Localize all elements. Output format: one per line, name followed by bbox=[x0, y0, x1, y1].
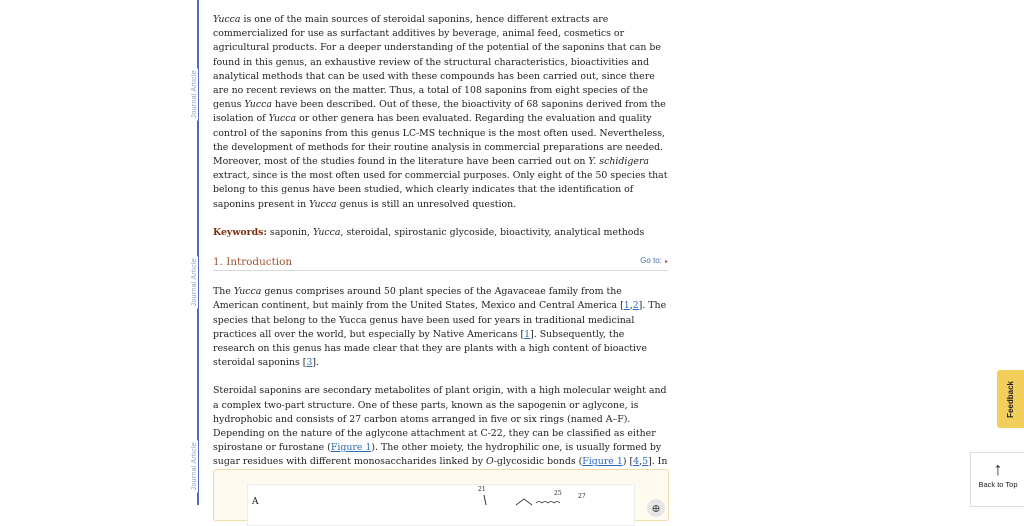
rail-label-journal-article: Journal Article bbox=[191, 70, 198, 119]
section-title: 1. Introduction bbox=[213, 256, 293, 269]
feedback-label: Feedback bbox=[1006, 380, 1015, 418]
figure-1-image[interactable] bbox=[247, 484, 661, 526]
italic-text: Y. schidigera bbox=[588, 156, 650, 168]
back-to-top-label: Back to Top bbox=[978, 480, 1018, 489]
back-to-top-button[interactable] bbox=[970, 452, 1024, 507]
keywords-line bbox=[213, 226, 668, 240]
figure-panel-letter: A bbox=[252, 497, 259, 507]
figure-1-container bbox=[213, 469, 669, 521]
zoom-icon[interactable]: ⊕ bbox=[647, 499, 665, 517]
section-header-introduction bbox=[213, 254, 668, 271]
italic-text: Yucca bbox=[244, 99, 272, 111]
italic-text: Yucca bbox=[213, 14, 241, 25]
italic-text: Yucca bbox=[233, 286, 262, 298]
goto-arrow-icon: ▸ bbox=[664, 259, 668, 266]
figure-atom-label: 25 bbox=[554, 490, 562, 497]
keywords-label: Keywords: bbox=[213, 226, 267, 238]
citation-link[interactable]: 2 bbox=[632, 300, 639, 312]
figure-atom-label: 27 bbox=[578, 493, 586, 500]
citation-link[interactable]: 3 bbox=[306, 357, 313, 369]
rail-label-journal-article: Journal Article bbox=[191, 258, 198, 307]
italic-text: Yucca bbox=[312, 226, 341, 238]
arrow-up-icon: ↑ bbox=[993, 459, 1003, 479]
italic-text: Yucca bbox=[309, 198, 337, 210]
figure-atom-label: 21 bbox=[478, 486, 486, 493]
citation-link[interactable]: 4 bbox=[633, 456, 640, 468]
feedback-button[interactable] bbox=[997, 370, 1024, 428]
citation-link[interactable]: 5 bbox=[642, 456, 649, 468]
italic-text: O bbox=[486, 456, 494, 468]
citation-link[interactable]: 1 bbox=[524, 328, 531, 340]
intro-paragraph-1: The Yucca genus comprises around 50 plant species of the Agavaceae family from the American continent, but mainly from the United States, Mexico and Central America [1,2]. The species that belong to the Yucca genus have been used for years in traditional medicinal practices all over the world, but especially by Native Americans [1]. Subsequently, the research on this genus has made clear that they are plants with a high content of bioactive steroidal saponins [3]. bbox=[213, 286, 667, 369]
citation-link[interactable]: Figure 1 bbox=[330, 442, 372, 454]
keywords-list: saponin, Yucca, steroidal, spirostanic glycoside, bioactivity, analytical methods bbox=[266, 226, 645, 238]
citation-link[interactable]: 1 bbox=[623, 300, 630, 312]
goto-menu[interactable] bbox=[640, 254, 668, 269]
abstract-paragraph: Yucca is one of the main sources of steroidal saponins, hence different extracts are commercialized for use as surfactant additives by beverage, animal feed, cosmetics or agricultural products. For a deeper understanding of the potential of the saponins that can be found in this genus, an exhaustive review of the structural characteristics, bioactivities and analytical methods that can be used with these compounds has been carried out, since there are no recent reviews on the matter. Thus, a total of 108 saponins from eight species of the genus Yucca have been described. Out of these, the bioactivity of 68 saponins derived from the isolation of Yucca or other genera has been evaluated. Regarding the evaluation and quality control of the saponins from this genus LC-MS technique is the most often used. Nevertheless, the development of methods for their routine analysis in commercial preparations are needed. Moreover, most of the studies found in the literature have been carried out on Y. schidigera extract, since is the most often used for commercial purposes. Only eight of the 50 species that belong to this genus have been studied, which clearly indicates that the identification of saponins present in Yucca genus is still an unresolved question. bbox=[213, 14, 668, 210]
article-body bbox=[213, 10, 668, 484]
citation-link[interactable]: Figure 1 bbox=[582, 456, 623, 468]
italic-text: Yucca bbox=[268, 113, 297, 125]
rail-label-journal-article: Journal Article bbox=[191, 442, 198, 491]
intro-paragraph-2: Steroidal saponins are secondary metabolites of plant origin, with a high molecular weight and a complex two-part structure. One of these parts, known as the sapogenin or aglycone, is hydrophobic and consists of 27 carbon atoms arranged in five or six rings (named A–F). Depending on the nature of the aglycone attachment at C-22, they can be classified as either spirostane or furostane (Figure 1). The other moiety, the hydrophilic one, is usually formed by sugar residues with different monosaccharides linked by O-glycosidic bonds (Figure 1) [4,5]. In bbox=[213, 384, 668, 483]
goto-label: Go to: bbox=[640, 256, 662, 266]
